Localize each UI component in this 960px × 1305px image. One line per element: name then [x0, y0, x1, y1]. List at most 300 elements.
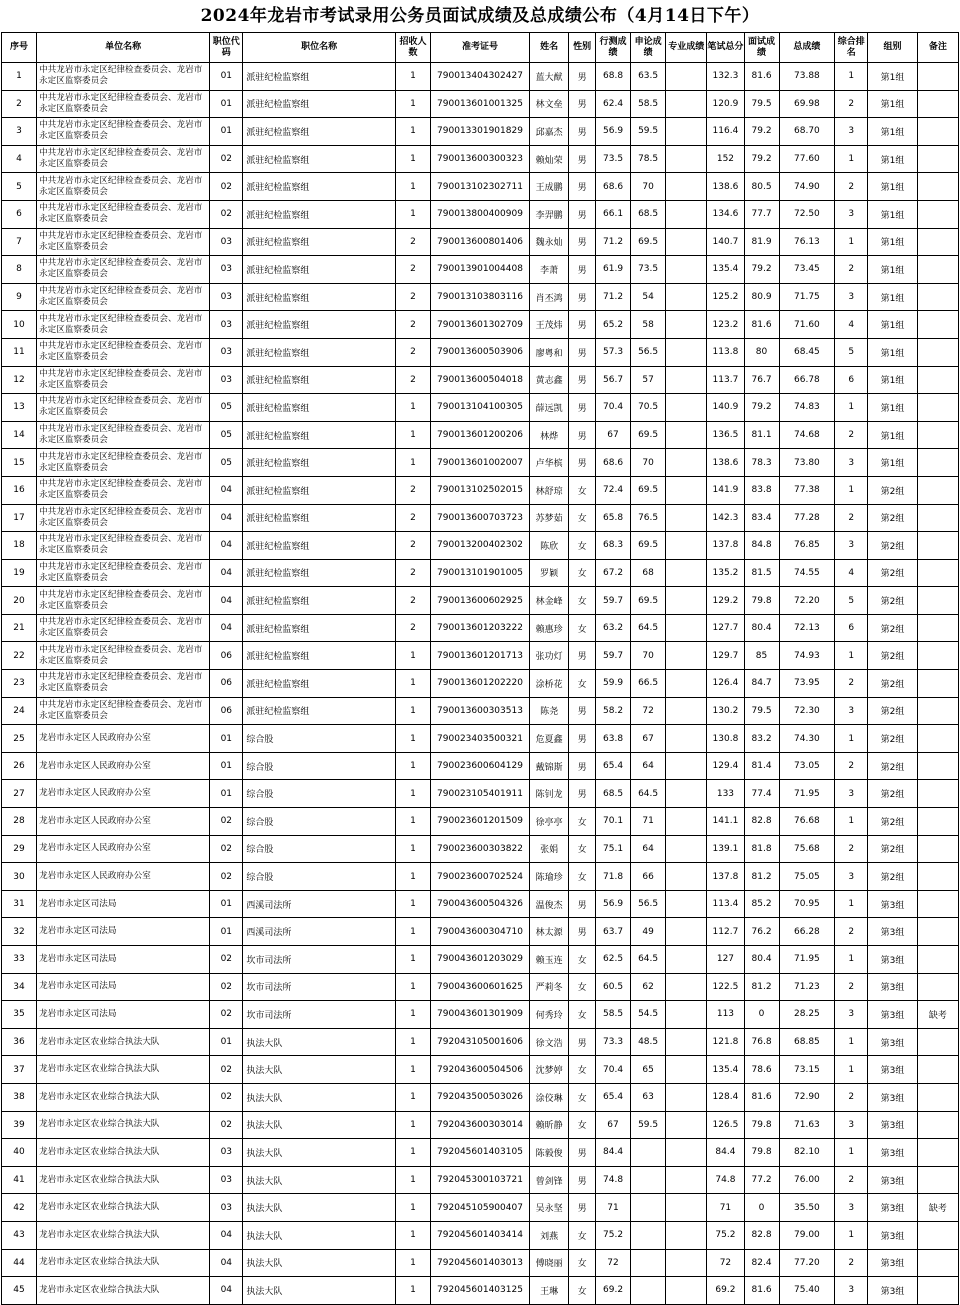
- cell-seq: 16: [2, 476, 37, 504]
- cell-seq: 24: [2, 697, 37, 725]
- cell-seq: 7: [2, 228, 37, 256]
- cell-xingce: 60.5: [596, 973, 631, 1001]
- cell-written-total: 113.8: [707, 338, 744, 366]
- cell-gender: 男: [569, 642, 596, 670]
- cell-exam-no: 792043105001606: [431, 1028, 530, 1056]
- cell-written-total: 113.7: [707, 366, 744, 394]
- cell-unit: 龙岩市永定区农业综合执法大队: [37, 1194, 210, 1222]
- cell-position: 综合股: [243, 780, 396, 808]
- cell-interview: 76.2: [744, 918, 779, 946]
- cell-position: 派驻纪检监察组: [243, 449, 396, 477]
- cell-rank: 3: [835, 780, 868, 808]
- cell-gender: 女: [569, 614, 596, 642]
- cell-exam-no: 790023601201509: [431, 808, 530, 836]
- cell-gender: 男: [569, 1139, 596, 1167]
- cell-exam-no: 790013104100305: [431, 394, 530, 422]
- cell-total: 77.38: [779, 476, 835, 504]
- cell-total: 77.28: [779, 504, 835, 532]
- cell-unit: 中共龙岩市永定区纪律检查委员会、龙岩市永定区监察委员会: [37, 200, 210, 228]
- table-row: [2, 283, 959, 311]
- cell-position: 执法大队: [243, 1194, 396, 1222]
- cell-exam-no: 790023105401911: [431, 780, 530, 808]
- cell-xingce: 75.1: [596, 835, 631, 863]
- cell-professional: [666, 1083, 707, 1111]
- cell-total: 74.30: [779, 725, 835, 753]
- cell-code: 01: [210, 63, 243, 91]
- cell-position: 执法大队: [243, 1111, 396, 1139]
- cell-shenlun: 64.5: [631, 946, 666, 974]
- cell-professional: [666, 311, 707, 339]
- header-group: 组别: [868, 33, 918, 63]
- cell-group: 第3组: [868, 1221, 918, 1249]
- table-row: [2, 532, 959, 560]
- cell-written-total: 152: [707, 145, 744, 173]
- cell-shenlun: 70: [631, 173, 666, 201]
- cell-rank: 3: [835, 200, 868, 228]
- cell-total: 73.45: [779, 256, 835, 284]
- cell-gender: 女: [569, 1249, 596, 1277]
- header-interview: 面试成绩: [744, 33, 779, 63]
- cell-quota: 1: [395, 1194, 430, 1222]
- table-row: [2, 118, 959, 146]
- cell-group: 第1组: [868, 449, 918, 477]
- header-seq: 序号: [2, 33, 37, 63]
- cell-note: [917, 808, 958, 836]
- cell-code: 03: [210, 311, 243, 339]
- cell-position: 执法大队: [243, 1277, 396, 1305]
- table-row: [2, 1083, 959, 1111]
- cell-rank: 1: [835, 394, 868, 422]
- cell-rank: 2: [835, 752, 868, 780]
- cell-quota: 1: [395, 1221, 430, 1249]
- cell-code: 02: [210, 1001, 243, 1029]
- cell-note: [917, 863, 958, 891]
- cell-rank: 3: [835, 1111, 868, 1139]
- cell-shenlun: 62: [631, 973, 666, 1001]
- cell-unit: 中共龙岩市永定区纪律检查委员会、龙岩市永定区监察委员会: [37, 504, 210, 532]
- cell-group: 第2组: [868, 504, 918, 532]
- cell-shenlun: 68.5: [631, 200, 666, 228]
- cell-professional: [666, 173, 707, 201]
- cell-written-total: 127.7: [707, 614, 744, 642]
- header-shenlun: 申论成绩: [631, 33, 666, 63]
- cell-gender: 男: [569, 338, 596, 366]
- cell-name: 黄志鑫: [530, 366, 569, 394]
- cell-note: [917, 173, 958, 201]
- cell-shenlun: 66.5: [631, 670, 666, 698]
- cell-quota: 1: [395, 918, 430, 946]
- cell-xingce: 70.4: [596, 394, 631, 422]
- cell-quota: 2: [395, 532, 430, 560]
- cell-code: 02: [210, 808, 243, 836]
- cell-gender: 女: [569, 835, 596, 863]
- cell-xingce: 57.3: [596, 338, 631, 366]
- cell-xingce: 67.2: [596, 559, 631, 587]
- cell-quota: 2: [395, 504, 430, 532]
- cell-quota: 1: [395, 449, 430, 477]
- cell-professional: [666, 118, 707, 146]
- cell-interview: 80.5: [744, 173, 779, 201]
- cell-professional: [666, 283, 707, 311]
- cell-professional: [666, 1221, 707, 1249]
- cell-note: [917, 725, 958, 753]
- cell-name: 刘燕: [530, 1221, 569, 1249]
- cell-gender: 女: [569, 587, 596, 615]
- cell-unit: 中共龙岩市永定区纪律检查委员会、龙岩市永定区监察委员会: [37, 559, 210, 587]
- cell-group: 第1组: [868, 421, 918, 449]
- cell-name: 涂佼琳: [530, 1083, 569, 1111]
- cell-gender: 男: [569, 118, 596, 146]
- cell-exam-no: 790013103803116: [431, 283, 530, 311]
- cell-quota: 1: [395, 394, 430, 422]
- cell-name: 林太源: [530, 918, 569, 946]
- cell-note: [917, 642, 958, 670]
- cell-position: 派驻纪检监察组: [243, 559, 396, 587]
- cell-total: 28.25: [779, 1001, 835, 1029]
- cell-code: 02: [210, 973, 243, 1001]
- cell-quota: 1: [395, 145, 430, 173]
- cell-seq: 4: [2, 145, 37, 173]
- cell-xingce: 73.3: [596, 1028, 631, 1056]
- cell-seq: 41: [2, 1166, 37, 1194]
- cell-interview: 79.8: [744, 1139, 779, 1167]
- cell-quota: 2: [395, 311, 430, 339]
- cell-xingce: 73.5: [596, 145, 631, 173]
- cell-shenlun: 59.5: [631, 118, 666, 146]
- cell-code: 03: [210, 1139, 243, 1167]
- cell-total: 74.68: [779, 421, 835, 449]
- header-name: 姓名: [530, 33, 569, 63]
- table-row: [2, 1139, 959, 1167]
- cell-shenlun: 63.5: [631, 63, 666, 91]
- cell-note: [917, 670, 958, 698]
- cell-unit: 中共龙岩市永定区纪律检查委员会、龙岩市永定区监察委员会: [37, 476, 210, 504]
- cell-exam-no: 792045105900407: [431, 1194, 530, 1222]
- cell-quota: 1: [395, 752, 430, 780]
- cell-quota: 1: [395, 890, 430, 918]
- cell-written-total: 112.7: [707, 918, 744, 946]
- cell-written-total: 113: [707, 1001, 744, 1029]
- cell-rank: 2: [835, 670, 868, 698]
- cell-exam-no: 790013601202220: [431, 670, 530, 698]
- cell-total: 72.30: [779, 697, 835, 725]
- cell-written-total: 137.8: [707, 532, 744, 560]
- cell-position: 派驻纪检监察组: [243, 256, 396, 284]
- cell-total: 76.13: [779, 228, 835, 256]
- cell-position: 派驻纪检监察组: [243, 697, 396, 725]
- cell-shenlun: 66: [631, 863, 666, 891]
- cell-group: 第3组: [868, 890, 918, 918]
- cell-quota: 1: [395, 173, 430, 201]
- table-row: [2, 752, 959, 780]
- cell-gender: 男: [569, 173, 596, 201]
- cell-name: 陈尧: [530, 697, 569, 725]
- cell-group: 第2组: [868, 725, 918, 753]
- cell-written-total: 140.7: [707, 228, 744, 256]
- cell-group: 第3组: [868, 1111, 918, 1139]
- cell-gender: 男: [569, 256, 596, 284]
- cell-group: 第2组: [868, 863, 918, 891]
- cell-professional: [666, 200, 707, 228]
- cell-quota: 1: [395, 973, 430, 1001]
- cell-seq: 8: [2, 256, 37, 284]
- cell-position: 派驻纪检监察组: [243, 283, 396, 311]
- table-row: [2, 614, 959, 642]
- cell-gender: 男: [569, 725, 596, 753]
- cell-shenlun: 58: [631, 311, 666, 339]
- cell-professional: [666, 1056, 707, 1084]
- cell-rank: 1: [835, 1056, 868, 1084]
- cell-exam-no: 790013404302427: [431, 63, 530, 91]
- cell-total: 74.93: [779, 642, 835, 670]
- cell-quota: 1: [395, 63, 430, 91]
- cell-written-total: 141.1: [707, 808, 744, 836]
- cell-group: 第2组: [868, 670, 918, 698]
- cell-group: 第2组: [868, 697, 918, 725]
- cell-xingce: 59.7: [596, 587, 631, 615]
- cell-unit: 龙岩市永定区农业综合执法大队: [37, 1249, 210, 1277]
- cell-rank: 3: [835, 532, 868, 560]
- cell-position: 执法大队: [243, 1221, 396, 1249]
- cell-code: 03: [210, 338, 243, 366]
- cell-code: 06: [210, 697, 243, 725]
- cell-group: 第1组: [868, 338, 918, 366]
- cell-position: 执法大队: [243, 1166, 396, 1194]
- cell-professional: [666, 1277, 707, 1305]
- cell-seq: 1: [2, 63, 37, 91]
- cell-name: 罗颖: [530, 559, 569, 587]
- cell-note: 缺考: [917, 1001, 958, 1029]
- cell-total: 79.00: [779, 1221, 835, 1249]
- cell-name: 张功灯: [530, 642, 569, 670]
- cell-gender: 男: [569, 228, 596, 256]
- cell-total: 69.98: [779, 90, 835, 118]
- cell-group: 第2组: [868, 752, 918, 780]
- table-row: [2, 918, 959, 946]
- cell-interview: 81.6: [744, 1277, 779, 1305]
- cell-interview: 79.5: [744, 697, 779, 725]
- cell-group: 第3组: [868, 1056, 918, 1084]
- cell-note: [917, 394, 958, 422]
- cell-unit: 中共龙岩市永定区纪律检查委员会、龙岩市永定区监察委员会: [37, 449, 210, 477]
- cell-unit: 龙岩市永定区人民政府办公室: [37, 725, 210, 753]
- cell-name: 苏梦茹: [530, 504, 569, 532]
- cell-name: 林金峰: [530, 587, 569, 615]
- cell-rank: 2: [835, 918, 868, 946]
- table-row: [2, 780, 959, 808]
- cell-seq: 28: [2, 808, 37, 836]
- cell-seq: 37: [2, 1056, 37, 1084]
- cell-rank: 1: [835, 1221, 868, 1249]
- header-code: 职位代码: [210, 33, 243, 63]
- cell-shenlun: 69.5: [631, 476, 666, 504]
- cell-note: [917, 63, 958, 91]
- cell-xingce: 72: [596, 1249, 631, 1277]
- page-title: 2024年龙岩市考试录用公务员面试成绩及总成绩公布（4月14日下午）: [200, 6, 760, 26]
- cell-shenlun: [631, 1249, 666, 1277]
- cell-shenlun: 70: [631, 642, 666, 670]
- cell-xingce: 58.2: [596, 697, 631, 725]
- cell-xingce: 56.9: [596, 118, 631, 146]
- cell-group: 第3组: [868, 1166, 918, 1194]
- cell-written-total: 138.6: [707, 173, 744, 201]
- cell-interview: 79.2: [744, 118, 779, 146]
- cell-exam-no: 790013601201713: [431, 642, 530, 670]
- cell-unit: 中共龙岩市永定区纪律检查委员会、龙岩市永定区监察委员会: [37, 63, 210, 91]
- cell-unit: 龙岩市永定区农业综合执法大队: [37, 1111, 210, 1139]
- cell-group: 第1组: [868, 145, 918, 173]
- cell-unit: 龙岩市永定区农业综合执法大队: [37, 1083, 210, 1111]
- cell-name: 王琳: [530, 1277, 569, 1305]
- cell-quota: 1: [395, 1111, 430, 1139]
- cell-professional: [666, 1001, 707, 1029]
- cell-note: [917, 559, 958, 587]
- header-professional: 专业成绩: [666, 33, 707, 63]
- cell-code: 02: [210, 946, 243, 974]
- cell-group: 第1组: [868, 90, 918, 118]
- cell-note: [917, 1249, 958, 1277]
- cell-seq: 36: [2, 1028, 37, 1056]
- cell-shenlun: 71: [631, 808, 666, 836]
- cell-xingce: 65.2: [596, 311, 631, 339]
- cell-written-total: 71: [707, 1194, 744, 1222]
- cell-xingce: 71.2: [596, 228, 631, 256]
- cell-position: 综合股: [243, 863, 396, 891]
- cell-group: 第2组: [868, 808, 918, 836]
- cell-seq: 44: [2, 1249, 37, 1277]
- cell-quota: 1: [395, 421, 430, 449]
- cell-xingce: 63.7: [596, 918, 631, 946]
- cell-rank: 1: [835, 228, 868, 256]
- cell-name: 薛远凯: [530, 394, 569, 422]
- cell-professional: [666, 1194, 707, 1222]
- cell-code: 01: [210, 780, 243, 808]
- cell-unit: 中共龙岩市永定区纪律检查委员会、龙岩市永定区监察委员会: [37, 256, 210, 284]
- cell-interview: 85: [744, 642, 779, 670]
- cell-rank: 3: [835, 118, 868, 146]
- cell-code: 01: [210, 725, 243, 753]
- cell-interview: 81.5: [744, 559, 779, 587]
- cell-interview: 79.5: [744, 90, 779, 118]
- cell-name: 张娟: [530, 835, 569, 863]
- cell-professional: [666, 421, 707, 449]
- cell-xingce: 67: [596, 421, 631, 449]
- cell-total: 71.60: [779, 311, 835, 339]
- table-row: [2, 421, 959, 449]
- cell-shenlun: 70: [631, 449, 666, 477]
- cell-total: 73.80: [779, 449, 835, 477]
- cell-professional: [666, 1139, 707, 1167]
- cell-group: 第2组: [868, 780, 918, 808]
- cell-exam-no: 790013601203222: [431, 614, 530, 642]
- cell-note: [917, 145, 958, 173]
- cell-quota: 1: [395, 670, 430, 698]
- cell-seq: 18: [2, 532, 37, 560]
- cell-seq: 35: [2, 1001, 37, 1029]
- cell-note: [917, 256, 958, 284]
- cell-interview: 81.2: [744, 863, 779, 891]
- cell-interview: 81.1: [744, 421, 779, 449]
- cell-professional: [666, 973, 707, 1001]
- cell-professional: [666, 63, 707, 91]
- cell-exam-no: 790013601302709: [431, 311, 530, 339]
- cell-written-total: 125.2: [707, 283, 744, 311]
- cell-gender: 男: [569, 90, 596, 118]
- cell-total: 71.95: [779, 780, 835, 808]
- cell-position: 派驻纪检监察组: [243, 532, 396, 560]
- cell-note: [917, 1083, 958, 1111]
- cell-exam-no: 790043600601625: [431, 973, 530, 1001]
- cell-total: 77.60: [779, 145, 835, 173]
- cell-professional: [666, 90, 707, 118]
- cell-name: 肖丕鸿: [530, 283, 569, 311]
- cell-interview: 84.8: [744, 532, 779, 560]
- cell-total: 76.00: [779, 1166, 835, 1194]
- cell-written-total: 120.9: [707, 90, 744, 118]
- cell-note: [917, 587, 958, 615]
- cell-quota: 1: [395, 118, 430, 146]
- cell-shenlun: 69.5: [631, 228, 666, 256]
- cell-xingce: 68.6: [596, 449, 631, 477]
- cell-rank: 2: [835, 973, 868, 1001]
- cell-note: [917, 890, 958, 918]
- cell-professional: [666, 1028, 707, 1056]
- cell-code: 01: [210, 1028, 243, 1056]
- header-xingce: 行测成绩: [596, 33, 631, 63]
- cell-seq: 32: [2, 918, 37, 946]
- cell-xingce: 56.9: [596, 890, 631, 918]
- cell-name: 陈钊龙: [530, 780, 569, 808]
- cell-shenlun: 56.5: [631, 338, 666, 366]
- cell-group: 第2组: [868, 559, 918, 587]
- table-row: [2, 145, 959, 173]
- cell-exam-no: 790013200402302: [431, 532, 530, 560]
- cell-xingce: 71: [596, 1194, 631, 1222]
- cell-written-total: 74.8: [707, 1166, 744, 1194]
- cell-quota: 2: [395, 614, 430, 642]
- cell-total: 71.75: [779, 283, 835, 311]
- cell-professional: [666, 725, 707, 753]
- cell-total: 71.95: [779, 946, 835, 974]
- cell-xingce: 72.4: [596, 476, 631, 504]
- cell-group: 第2组: [868, 642, 918, 670]
- cell-quota: 1: [395, 1139, 430, 1167]
- cell-code: 02: [210, 145, 243, 173]
- cell-interview: 79.2: [744, 256, 779, 284]
- cell-position: 派驻纪检监察组: [243, 173, 396, 201]
- cell-interview: 84.7: [744, 670, 779, 698]
- cell-name: 廖粤和: [530, 338, 569, 366]
- table-body: [2, 63, 959, 1305]
- cell-group: 第3组: [868, 973, 918, 1001]
- cell-code: 01: [210, 90, 243, 118]
- cell-seq: 11: [2, 338, 37, 366]
- cell-interview: 82.8: [744, 808, 779, 836]
- header-quota: 招收人数: [395, 33, 430, 63]
- cell-note: [917, 311, 958, 339]
- cell-rank: 2: [835, 256, 868, 284]
- cell-xingce: 71.8: [596, 863, 631, 891]
- cell-written-total: 132.3: [707, 63, 744, 91]
- cell-gender: 女: [569, 670, 596, 698]
- cell-gender: 女: [569, 1221, 596, 1249]
- cell-written-total: 129.4: [707, 752, 744, 780]
- cell-quota: 1: [395, 863, 430, 891]
- cell-exam-no: 790013600300323: [431, 145, 530, 173]
- cell-rank: 2: [835, 1249, 868, 1277]
- cell-exam-no: 790013600801406: [431, 228, 530, 256]
- cell-total: 76.85: [779, 532, 835, 560]
